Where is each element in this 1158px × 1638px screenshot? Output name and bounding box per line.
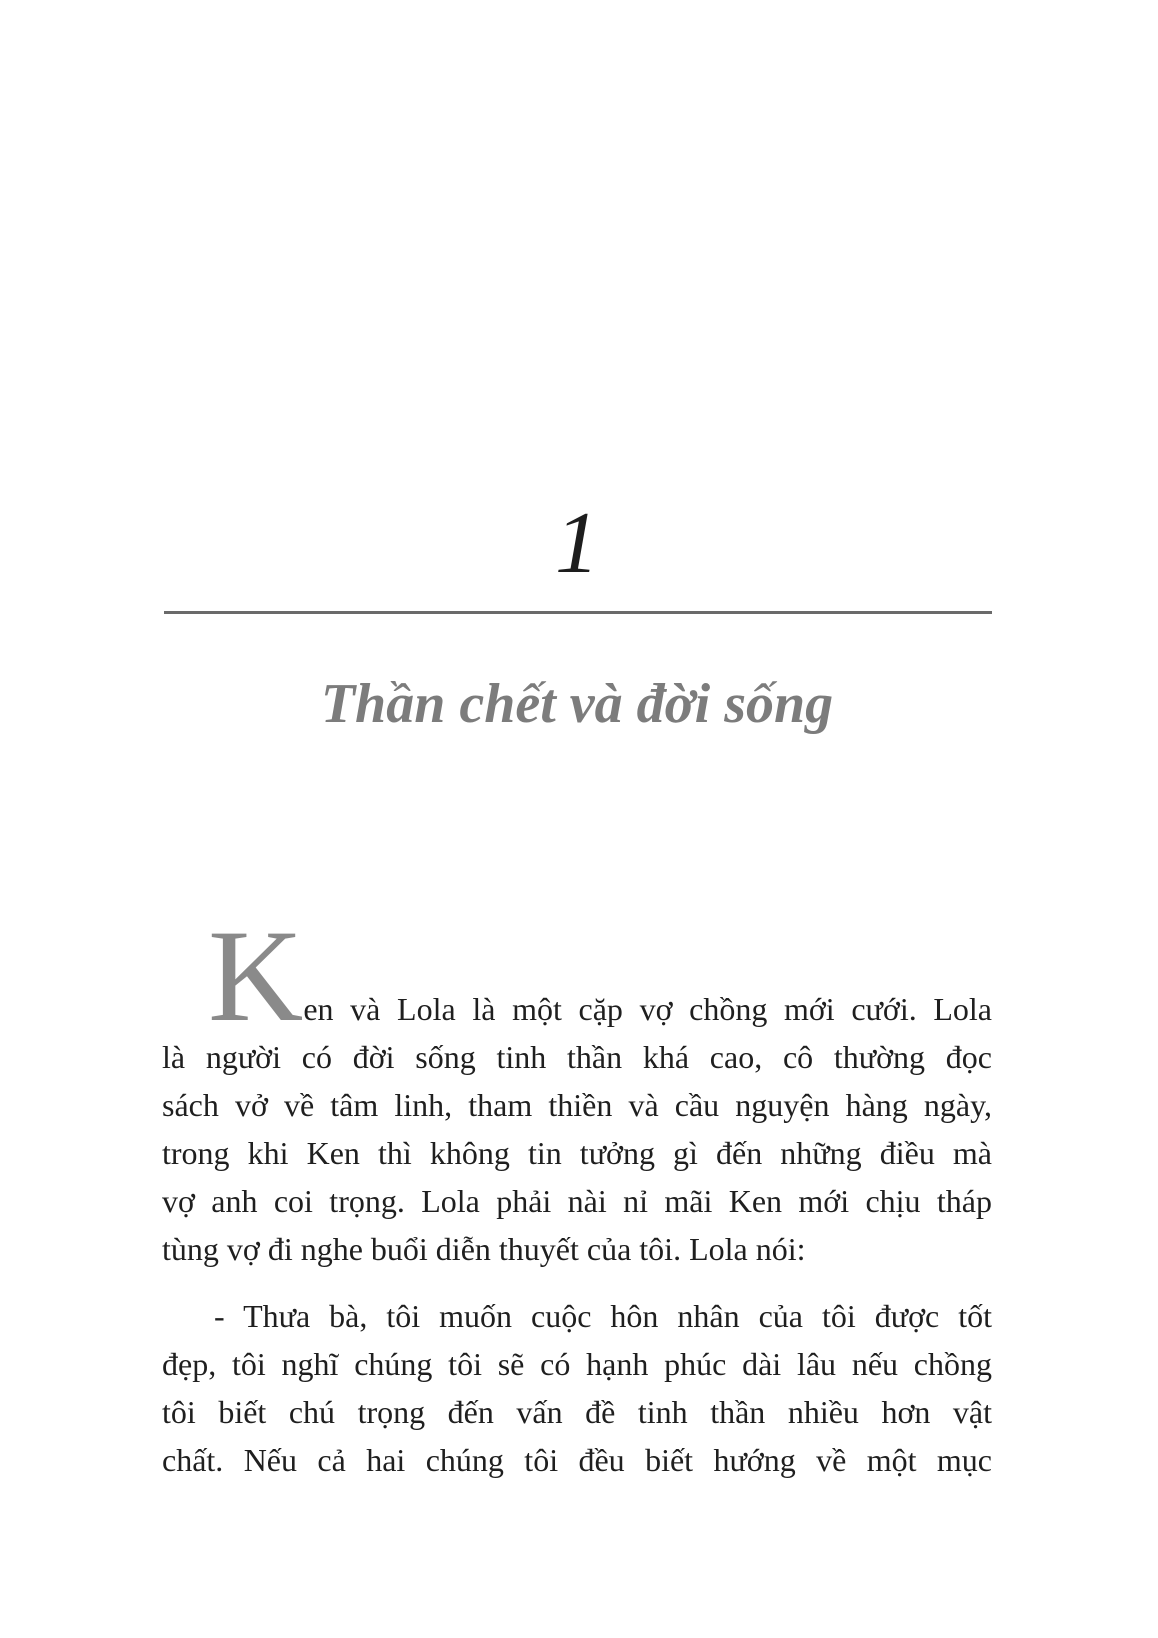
text-line: tôi biết chú trọng đến vấn đề tinh thần nhiều hơn vật — [162, 1394, 992, 1430]
paragraph-2 — [162, 1292, 992, 1484]
text-line: trong khi Ken thì không tin tưởng gì đến những điều mà — [162, 1135, 992, 1171]
text-line: tùng vợ đi nghe buổi diễn thuyết của tôi. Lola nói: — [162, 1231, 806, 1267]
drop-cap-letter: K — [208, 902, 304, 1049]
text-line: Ken và Lola là một cặp vợ chồng mới cưới. Lola — [208, 902, 992, 1049]
text-line: chất. Nếu cả hai chúng tôi đều biết hướng về một mục — [162, 1442, 992, 1478]
text-line: - Thưa bà, tôi muốn cuộc hôn nhân của tôi được tốt — [214, 1298, 992, 1334]
body-text — [162, 902, 992, 1484]
text-line: vợ anh coi trọng. Lola phải nài nỉ mãi Ken mới chịu tháp — [162, 1183, 992, 1219]
chapter-title: Thần chết và đời sống — [320, 673, 834, 735]
text-line: sách vở về tâm linh, tham thiền và cầu nguyện hàng ngày, — [162, 1087, 992, 1123]
text-line: là người có đời sống tinh thần khá cao, cô thường đọc — [162, 1039, 992, 1075]
chapter-divider-rule — [164, 611, 992, 614]
paragraph-1 — [162, 902, 992, 1273]
chapter-number: 1 — [555, 495, 599, 592]
content-column — [162, 0, 992, 1638]
text-line: đẹp, tôi nghĩ chúng tôi sẽ có hạnh phúc dài lâu nếu chồng — [162, 1346, 992, 1382]
